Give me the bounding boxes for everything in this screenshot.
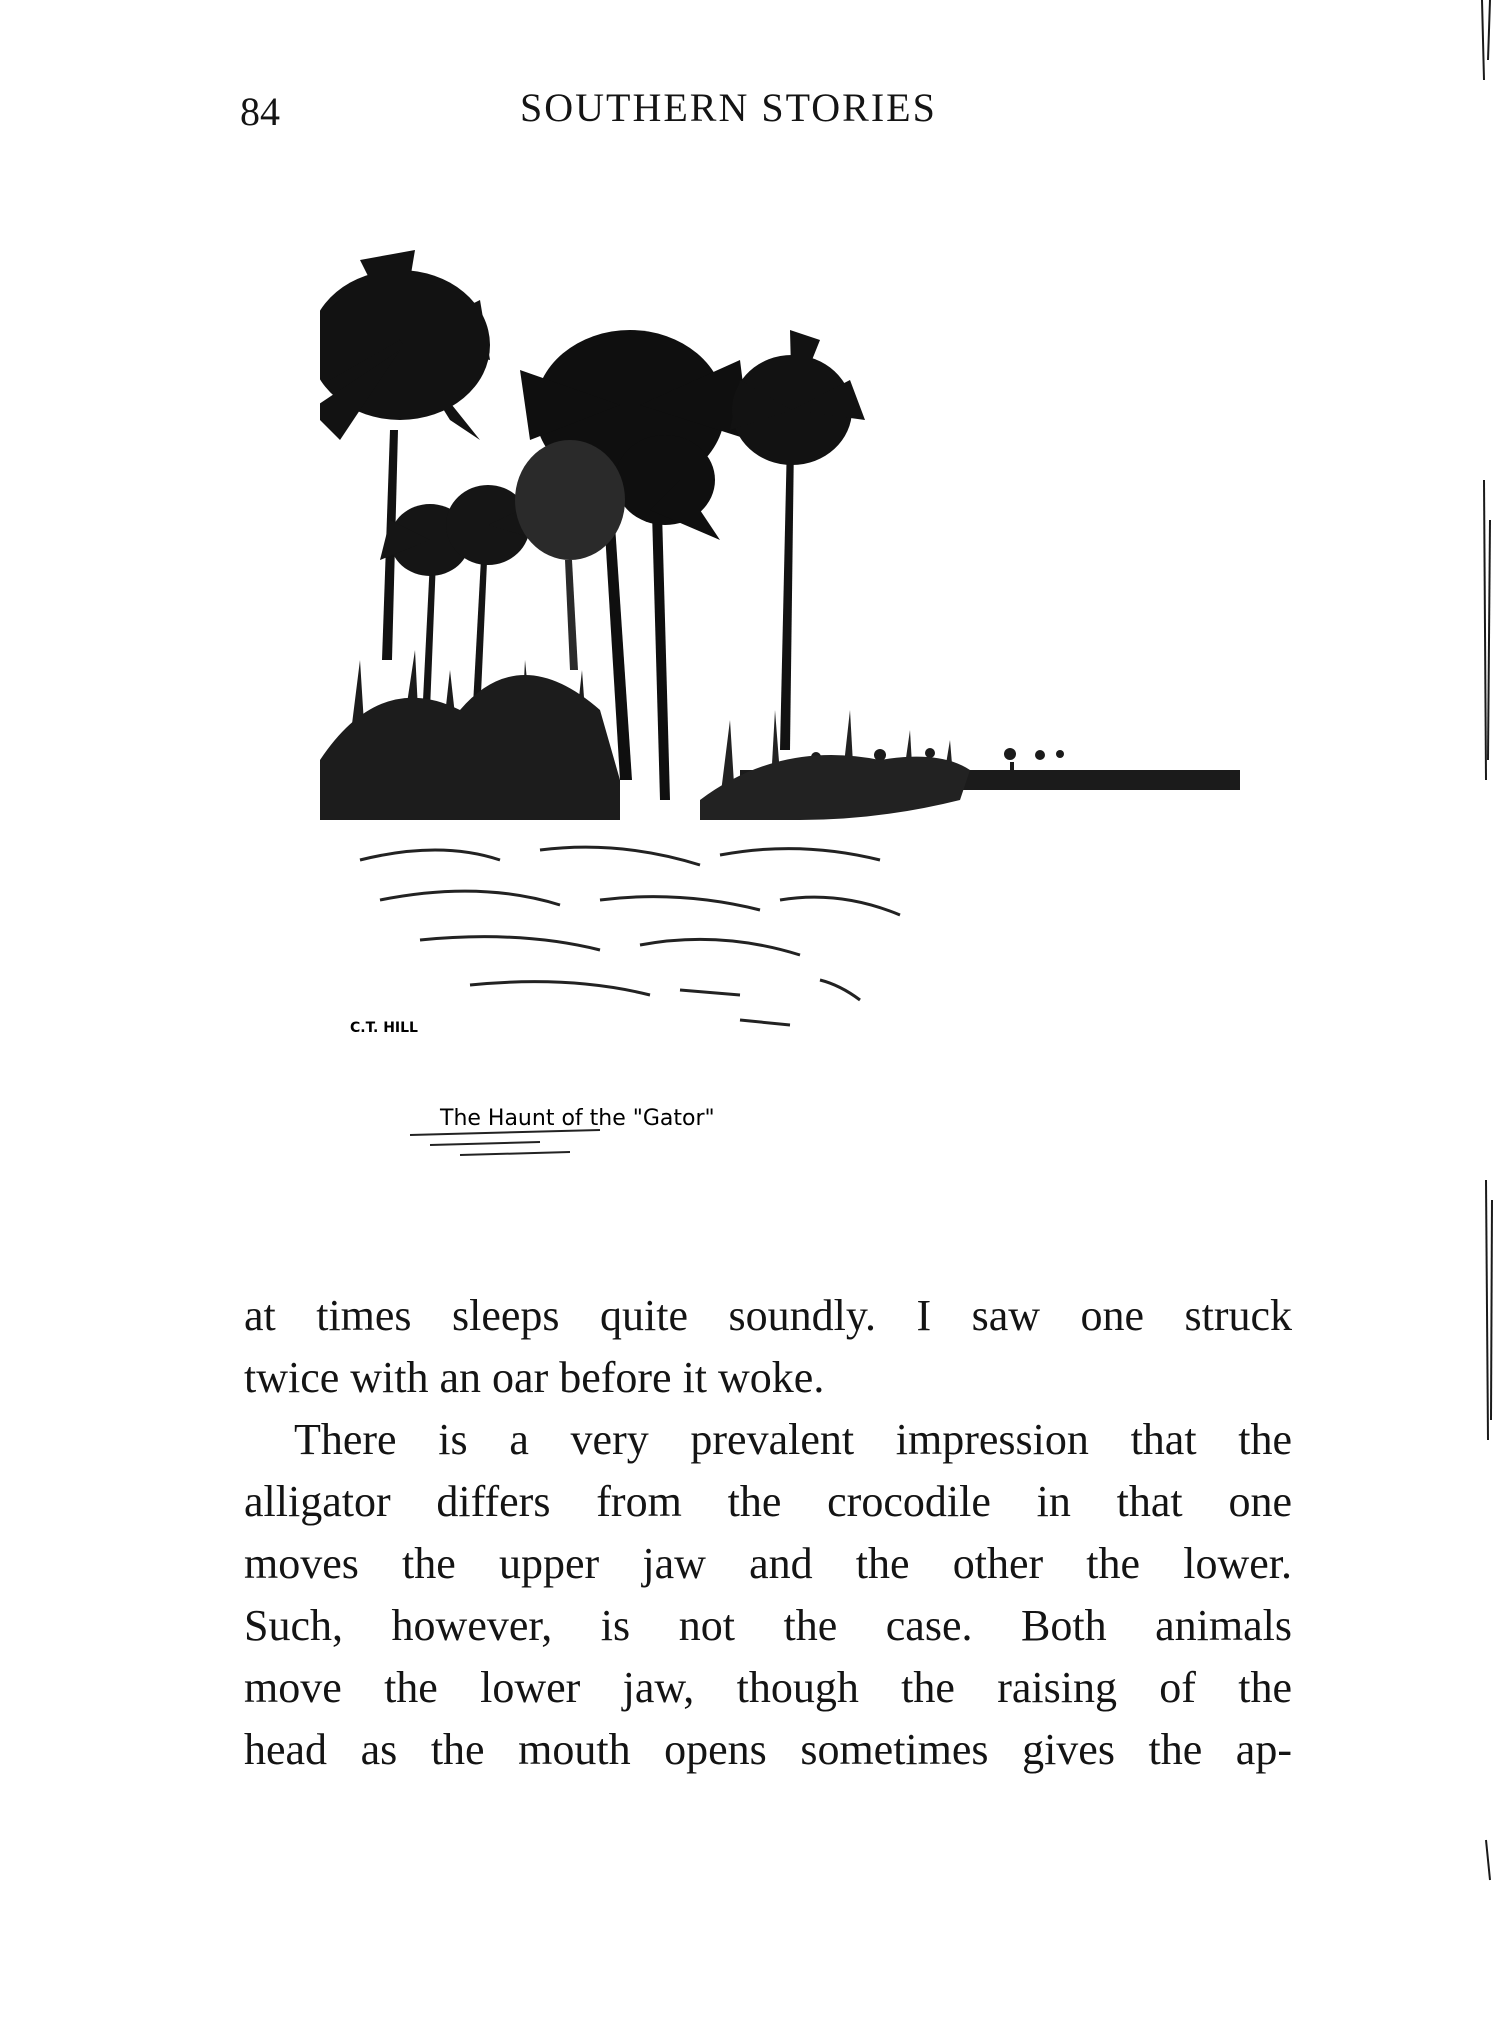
palm-tree-left: [320, 250, 490, 660]
marsh-grass: [320, 650, 620, 820]
text-line: Such, however, is not the case. Both animals: [244, 1601, 1292, 1650]
running-head: SOUTHERN STORIES: [520, 85, 937, 130]
illustration-caption: The Haunt of the "Gator": [440, 1106, 715, 1131]
paragraph: [244, 1409, 1292, 1781]
reed-bank: [700, 710, 970, 820]
text-line: move the lower jaw, though the raising of the: [244, 1663, 1292, 1712]
scan-binding-edge: [1464, 0, 1504, 2028]
artist-signature: C.T. HILL: [350, 1020, 418, 1036]
text-line: head as the mouth opens sometimes gives the ap-: [244, 1725, 1292, 1774]
paragraph-continuation: [244, 1285, 1292, 1409]
text-line: twice with an oar before it woke.: [244, 1353, 825, 1402]
text-line: There is a very prevalent impression that the: [294, 1415, 1292, 1464]
text-line: alligator differs from the crocodile in that one: [244, 1477, 1292, 1526]
page-number: 84: [240, 89, 280, 134]
palm-tree-right: [730, 330, 865, 750]
water-reflections: [360, 847, 900, 1025]
caption-flourish: [410, 1130, 600, 1155]
swamp-palm-illustration: [320, 240, 1240, 1190]
text-line: moves the upper jaw and the other the lower.: [244, 1539, 1292, 1588]
body-text: [244, 1285, 1292, 1781]
text-line: at times sleeps quite soundly. I saw one struck: [244, 1291, 1292, 1340]
